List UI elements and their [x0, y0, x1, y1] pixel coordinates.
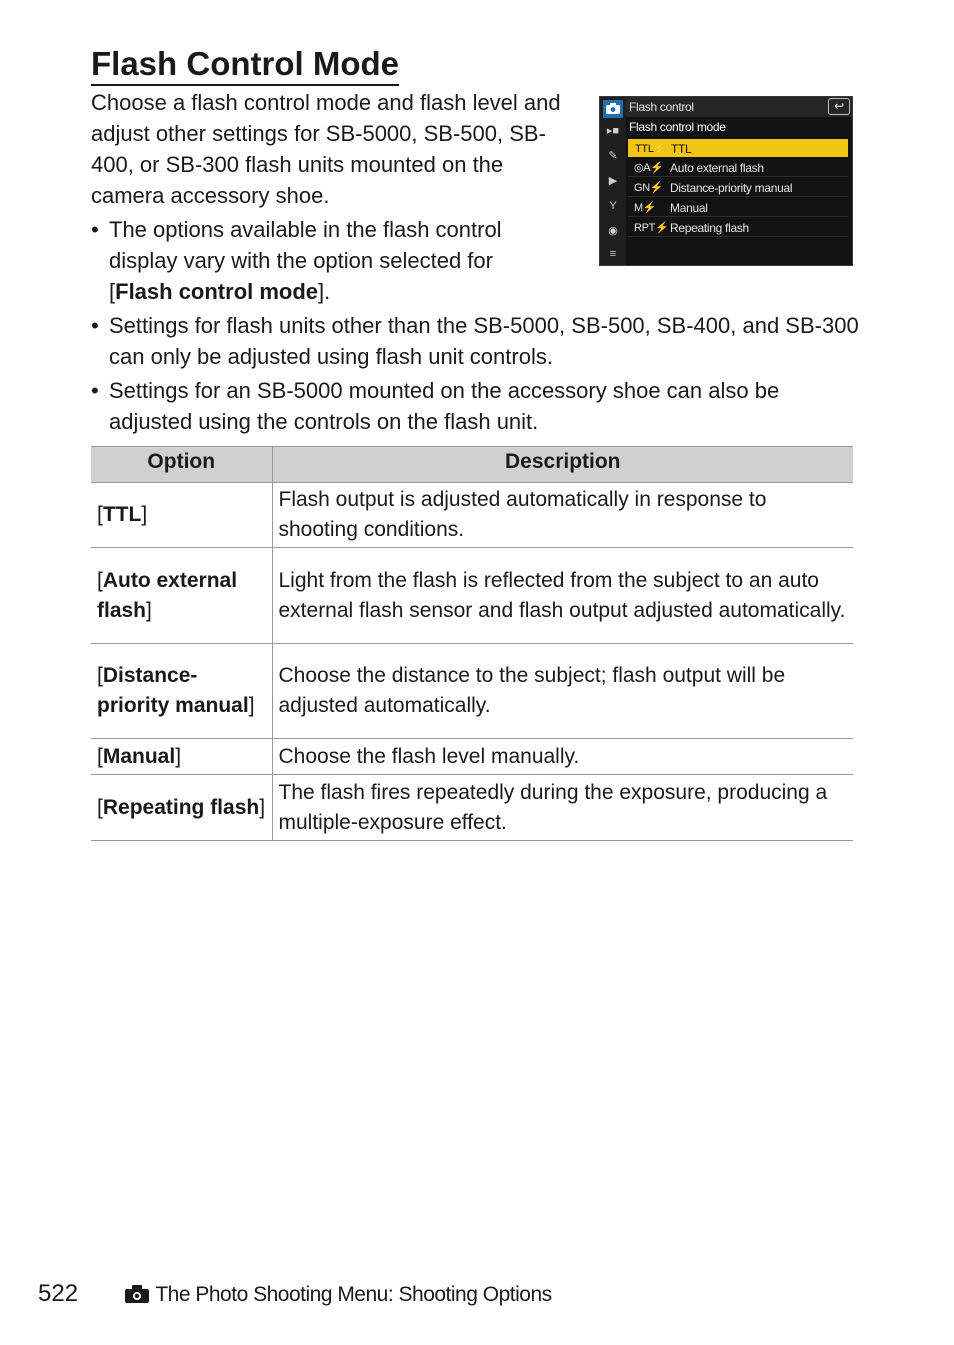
- option-cell: [Auto external flash]: [91, 548, 272, 644]
- camera-menu-subheader: Flash control mode: [629, 120, 726, 134]
- back-icon: ↩: [828, 98, 850, 115]
- manual-flash-icon: M⚡: [634, 202, 657, 214]
- network-menu-icon: ◉: [608, 225, 618, 237]
- description-cell: The flash fires repeatedly during the exposure, producing a multiple-exposure effect.: [272, 775, 853, 841]
- option-cell: [Distance-priority manual]: [91, 644, 272, 739]
- camera-menu-row-repeating-flash: RPT⚡ Repeating flash: [628, 219, 848, 237]
- wrench-icon: Y: [609, 200, 617, 212]
- movie-menu-icon: ▸■: [606, 125, 620, 137]
- table-row: [91, 483, 853, 548]
- description-cell: Choose the flash level manually.: [272, 739, 853, 775]
- auto-external-flash-icon: ◎A⚡: [634, 162, 664, 174]
- pencil-icon: ✎: [608, 150, 618, 162]
- list-item: • The options available in the flash control display vary with the option selected for [Flash control mode].: [91, 214, 561, 307]
- column-header-option: Option: [91, 447, 272, 483]
- table-row: [91, 548, 853, 644]
- options-table: [91, 446, 853, 841]
- camera-icon: [125, 1280, 149, 1298]
- option-cell: [Manual]: [91, 739, 272, 775]
- description-cell: Light from the flash is reflected from the subject to an auto external flash sensor and flash output adjusted automatically.: [272, 548, 853, 644]
- notes-list: [91, 214, 861, 440]
- camera-menu-row-auto-external-flash: ◎A⚡ Auto external flash: [628, 159, 848, 177]
- camera-menu-header-title: Flash control: [629, 100, 694, 114]
- camera-menu-row-ttl: TTL⚡ TTL: [628, 139, 848, 157]
- description-cell: Flash output is adjusted automatically in response to shooting conditions.: [272, 483, 853, 548]
- repeating-flash-icon: RPT⚡: [634, 222, 669, 234]
- page-number: 522: [38, 1280, 79, 1307]
- camera-menu-row-manual: M⚡ Manual: [628, 199, 848, 217]
- option-cell: [TTL]: [91, 483, 272, 548]
- page-footer: [38, 1278, 552, 1310]
- photo-shooting-menu-icon: [603, 100, 623, 118]
- column-header-description: Description: [272, 447, 853, 483]
- description-cell: Choose the distance to the subject; flash output will be adjusted automatically.: [272, 644, 853, 739]
- my-menu-icon: ≡: [609, 248, 617, 260]
- ttl-flash-icon: TTL⚡: [635, 143, 668, 155]
- list-item: • Settings for flash units other than the SB-5000, SB-500, SB-400, and SB-300 can only be adjusted using flash unit controls.: [91, 310, 861, 372]
- gn-flash-icon: GN⚡: [634, 182, 664, 194]
- intro-paragraph: Choose a flash control mode and flash level and adjust other settings for SB-5000, SB-500, SB-400, or SB-300 flash units mounted on the camera accessory shoe.: [91, 90, 561, 208]
- page-title: Flash Control Mode: [91, 44, 399, 86]
- table-header-row: [91, 447, 853, 483]
- list-item: • Settings for an SB-5000 mounted on the accessory shoe can also be adjusted using the controls on the flash unit.: [91, 375, 861, 437]
- playback-menu-icon: ▶: [608, 175, 618, 187]
- camera-menu-row-distance-priority-manual: GN⚡ Distance-priority manual: [628, 179, 848, 197]
- menu-item-name: Flash control mode: [115, 279, 319, 304]
- camera-menu-header: [626, 97, 852, 117]
- section-title: The Photo Shooting Menu: Shooting Options: [155, 1283, 552, 1306]
- table-row: [91, 739, 853, 775]
- table-row: [91, 644, 853, 739]
- option-cell: [Repeating flash]: [91, 775, 272, 841]
- table-row: [91, 775, 853, 841]
